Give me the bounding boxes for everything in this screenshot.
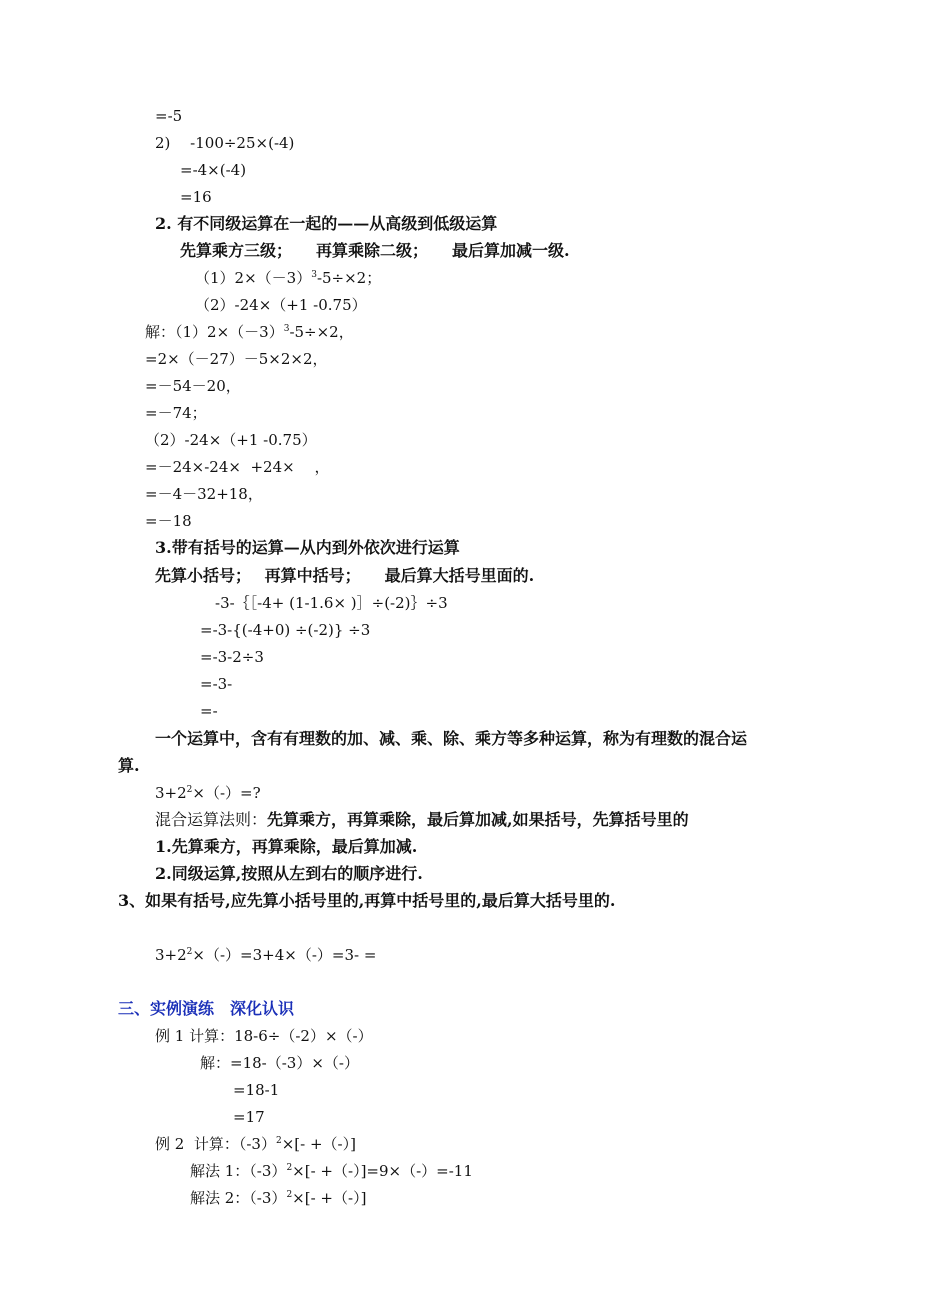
example-step: =-3-{(-4+0) ÷(-2)} ÷3: [200, 621, 371, 639]
definition-line: 一个运算中，含有有理数的加、减、乘、除、乘方等多种运算，称为有理数的混合运: [155, 729, 748, 748]
rule-item-1: 1.先算乘方，再算乘除，最后算加减.: [155, 837, 418, 856]
exponent: 2: [286, 1190, 293, 1200]
example-1-step: =17: [233, 1108, 265, 1126]
rule-prefix: 混合运算法则：: [155, 810, 268, 829]
calc-line: =-4×(-4): [180, 161, 247, 179]
example-expression: -3-｛［-4+ (1-1.6× )］÷(-2)｝÷3: [215, 594, 448, 612]
example-step: =-: [200, 702, 218, 720]
problem-2: （2）-24×（+1 -0.75）: [195, 296, 367, 314]
solution-line: =－4－32+18，: [145, 485, 263, 503]
example-1: 例 1 计算：18-6÷（-2）×（-）: [155, 1027, 373, 1045]
solution-line: =2×（－27）－5×2×2，: [145, 350, 328, 368]
rule-item-2: 2.同级运算,按照从左到右的顺序进行.: [155, 864, 423, 883]
calc-line: 2) -100÷25×(-4): [155, 134, 295, 152]
rule-line: [155, 810, 689, 830]
definition-line: 算.: [118, 756, 140, 775]
problem-1: [195, 268, 381, 288]
calc-line: =16: [180, 188, 212, 206]
question-part: 3+2: [155, 946, 187, 964]
example-2-part: ×[- +（-）]: [281, 1135, 356, 1153]
example-2-part: 例 2 计算：（-3）: [155, 1135, 276, 1153]
exponent: 3: [311, 270, 317, 280]
rule-detail-2: 先算乘方三级； 再算乘除二级； 最后算加减一级.: [180, 241, 570, 260]
solution-line: =－54－20，: [145, 377, 241, 395]
question-line: [155, 783, 261, 803]
section-heading: 三、实例演练 深化认识: [118, 999, 295, 1018]
example-1-step: 解：=18-（-3）×（-）: [200, 1054, 359, 1072]
exponent: 2: [186, 947, 193, 957]
rule-item-3: 3、如果有括号,应先算小括号里的,再算中括号里的,最后算大括号里的.: [118, 891, 616, 910]
question-part: ×（-）=?: [192, 784, 261, 802]
solution-line: =－74；: [145, 404, 207, 422]
solution-line: =－24×-24× +24× ，: [145, 458, 330, 476]
rule-detail-3: 先算小括号； 再算中括号； 最后算大括号里面的.: [155, 566, 535, 585]
question-part: 3+2: [155, 784, 187, 802]
exponent: 2: [275, 1136, 282, 1146]
exponent: 2: [286, 1163, 293, 1173]
example-step: =-3-: [200, 675, 233, 693]
solution-line: =－18: [145, 512, 192, 530]
method-part: ×[- +（-）]: [292, 1189, 367, 1207]
solution-part: -5÷×2，: [289, 323, 354, 341]
rule-heading-3: 3.带有括号的运算—从内到外依次进行运算: [155, 538, 460, 557]
method-part: ×[- +（-）]=9×（-）=-11: [292, 1162, 473, 1180]
solution-line: [145, 322, 354, 342]
method-1: [190, 1161, 473, 1181]
example-2: [155, 1134, 356, 1154]
example-1-step: =18-1: [233, 1081, 280, 1099]
method-part: 解法 1：（-3）: [190, 1162, 287, 1180]
solution-line: （2）-24×（+1 -0.75）: [145, 431, 317, 449]
problem-1-part: -5÷×2；: [316, 269, 382, 287]
exponent: 3: [283, 324, 290, 334]
method-2: [190, 1188, 366, 1208]
rule-body: 先算乘方，再算乘除，最后算加减,如果括号，先算括号里的: [267, 810, 689, 829]
method-part: 解法 2：（-3）: [190, 1189, 287, 1207]
problem-1-part: （1）2×（－3）: [195, 269, 312, 287]
example-step: =-3-2÷3: [200, 648, 264, 666]
solution-part: 解：（1）2×（－3）: [145, 323, 284, 341]
exponent: 2: [186, 785, 193, 795]
question-line: [155, 945, 376, 965]
question-part: ×（-）=3+4×（-）=3- =: [192, 946, 377, 964]
calc-line: =-5: [155, 107, 183, 125]
rule-heading-2: 2. 有不同级运算在一起的——从高级到低级运算: [155, 214, 498, 233]
